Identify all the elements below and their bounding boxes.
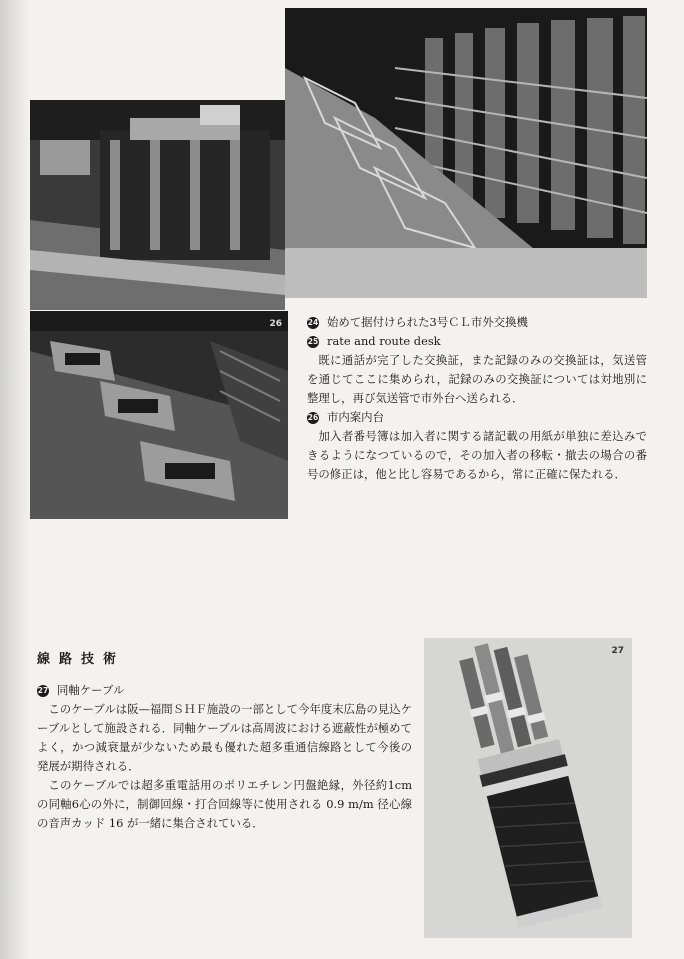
photo-number-label: 26: [269, 319, 282, 329]
caption-item-3: [307, 408, 647, 427]
caption-item-1: [307, 313, 647, 332]
section-heading: 線路技術: [37, 652, 126, 667]
body-paragraph: このケーブルでは超多重電話用のポリエチレン円盤絶縁，外径約1cm の同軸6心の外に，制御回線・打合回線等に使用される 0.9 m/m 径心線の音声カッド 16 が一緒に集合されている．: [37, 778, 412, 830]
caption-paragraph: 既に通話が完了した交換証，また記録のみの交換証は，気送管を通じてここに集められ，記録のみの交換証については対地別に整理し，再び気送管で市外台へ送られる．: [307, 353, 647, 405]
caption-number-badge: 26: [307, 413, 319, 422]
switchboard-photo: [285, 8, 647, 298]
page-spine-shadow: [0, 0, 30, 959]
photo-number-label: 27: [611, 646, 624, 656]
caption-paragraph: 加入者番号簿は加入者に関する諸記載の用紙が単独に差込みできるようになつているので，その加入者の移転・撤去の場合の番号の修正は，他と比し容易であるから，常に正確に保たれる．: [307, 429, 647, 481]
rate-route-desk-photo: [30, 100, 285, 310]
caption-text: rate and route desk: [327, 334, 441, 348]
info-desk-photo: [30, 311, 288, 519]
caption-number-badge: 24: [307, 318, 319, 327]
caption-number-badge: 25: [307, 337, 319, 346]
caption-item-2: [307, 332, 647, 351]
photo-captions: [307, 313, 647, 484]
item-title: 同軸ケーブル: [57, 683, 125, 697]
caption-text: 市内案内台: [327, 410, 384, 424]
body-paragraph: このケーブルは阪—福間ＳＨＦ施設の一部として今年度末広島の見込ケーブルとして施設される．同軸ケーブルは高周波における遮蔽性が極めてよく，かつ減衰量が少ないため最も優れた超多重通信線路として今後の発展が期待される．: [37, 702, 412, 773]
caption-text: 始めて据付けられた3号ＣＬ市外交換機: [327, 315, 528, 329]
coaxial-cable-photo: [424, 638, 632, 938]
line-technology-section: [37, 650, 412, 833]
section-item: [37, 681, 412, 700]
item-number-badge: 27: [37, 686, 49, 695]
